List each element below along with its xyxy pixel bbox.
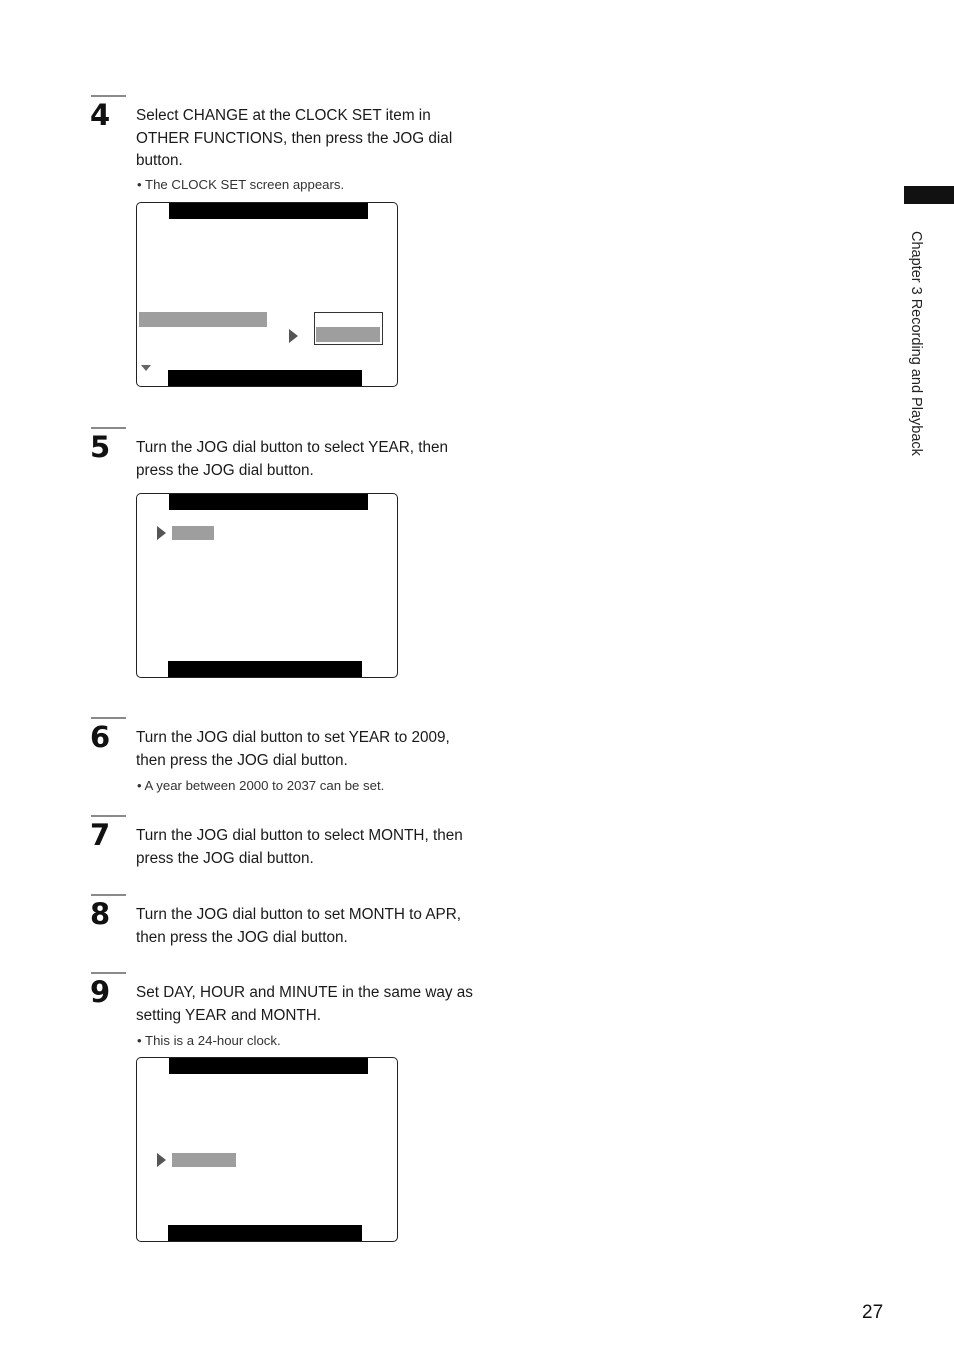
step-4-rule bbox=[91, 95, 126, 97]
clock-set-screen bbox=[136, 202, 398, 387]
page-number: 27 bbox=[862, 1302, 884, 1323]
step-6-note: • A year between 2000 to 2037 can be set. bbox=[137, 778, 385, 793]
step-5-number: 5 bbox=[90, 430, 111, 464]
step-7-rule bbox=[91, 815, 126, 817]
chapter-tab bbox=[904, 186, 954, 204]
step-8-text: Turn the JOG dial button to set MONTH to APR, then press the JOG dial button. bbox=[136, 906, 462, 946]
minute-item-highlight bbox=[172, 1153, 236, 1167]
step-4-number: 4 bbox=[90, 98, 111, 132]
clock-set-item-highlight bbox=[139, 312, 267, 327]
screen-title-bar bbox=[169, 494, 368, 510]
step-7-number: 7 bbox=[90, 818, 111, 852]
step-6-text: Turn the JOG dial button to set YEAR to 2009, then press the JOG dial button. bbox=[136, 729, 450, 769]
year-item-highlight bbox=[172, 526, 214, 540]
step-5-rule bbox=[91, 427, 126, 429]
step-7-text: Turn the JOG dial button to select MONTH, then press the JOG dial button. bbox=[136, 827, 463, 867]
step-9-note: • This is a 24-hour clock. bbox=[137, 1033, 281, 1048]
step-6-rule bbox=[91, 717, 126, 719]
change-option-highlight bbox=[316, 327, 380, 342]
change-option-frame bbox=[314, 312, 383, 345]
screen-status-bar bbox=[168, 1225, 362, 1241]
minute-select-screen bbox=[136, 1057, 398, 1242]
step-9-number: 9 bbox=[90, 975, 111, 1009]
step-4-note: • The CLOCK SET screen appears. bbox=[137, 177, 345, 192]
step-5-text: Turn the JOG dial button to select YEAR, then press the JOG dial button. bbox=[136, 439, 449, 479]
step-8-number: 8 bbox=[90, 897, 111, 931]
step-8-rule bbox=[91, 894, 126, 896]
right-triangle-icon bbox=[157, 526, 166, 540]
step-9-rule bbox=[91, 972, 126, 974]
screen-title-bar bbox=[169, 203, 368, 219]
screen-title-bar bbox=[169, 1058, 368, 1074]
step-9-text: Set DAY, HOUR and MINUTE in the same way as setting YEAR and MONTH. bbox=[136, 984, 473, 1024]
screen-status-bar bbox=[168, 661, 362, 677]
screen-status-bar bbox=[168, 370, 362, 386]
year-select-screen bbox=[136, 493, 398, 678]
down-triangle-icon bbox=[141, 365, 151, 371]
right-triangle-icon bbox=[157, 1153, 166, 1167]
step-4-text: Select CHANGE at the CLOCK SET item in OTHER FUNCTIONS, then press the JOG dial button. bbox=[136, 107, 453, 170]
chapter-label: Chapter 3 Recording and Playback bbox=[908, 231, 924, 456]
step-6-number: 6 bbox=[90, 720, 111, 754]
right-triangle-icon bbox=[289, 329, 298, 343]
